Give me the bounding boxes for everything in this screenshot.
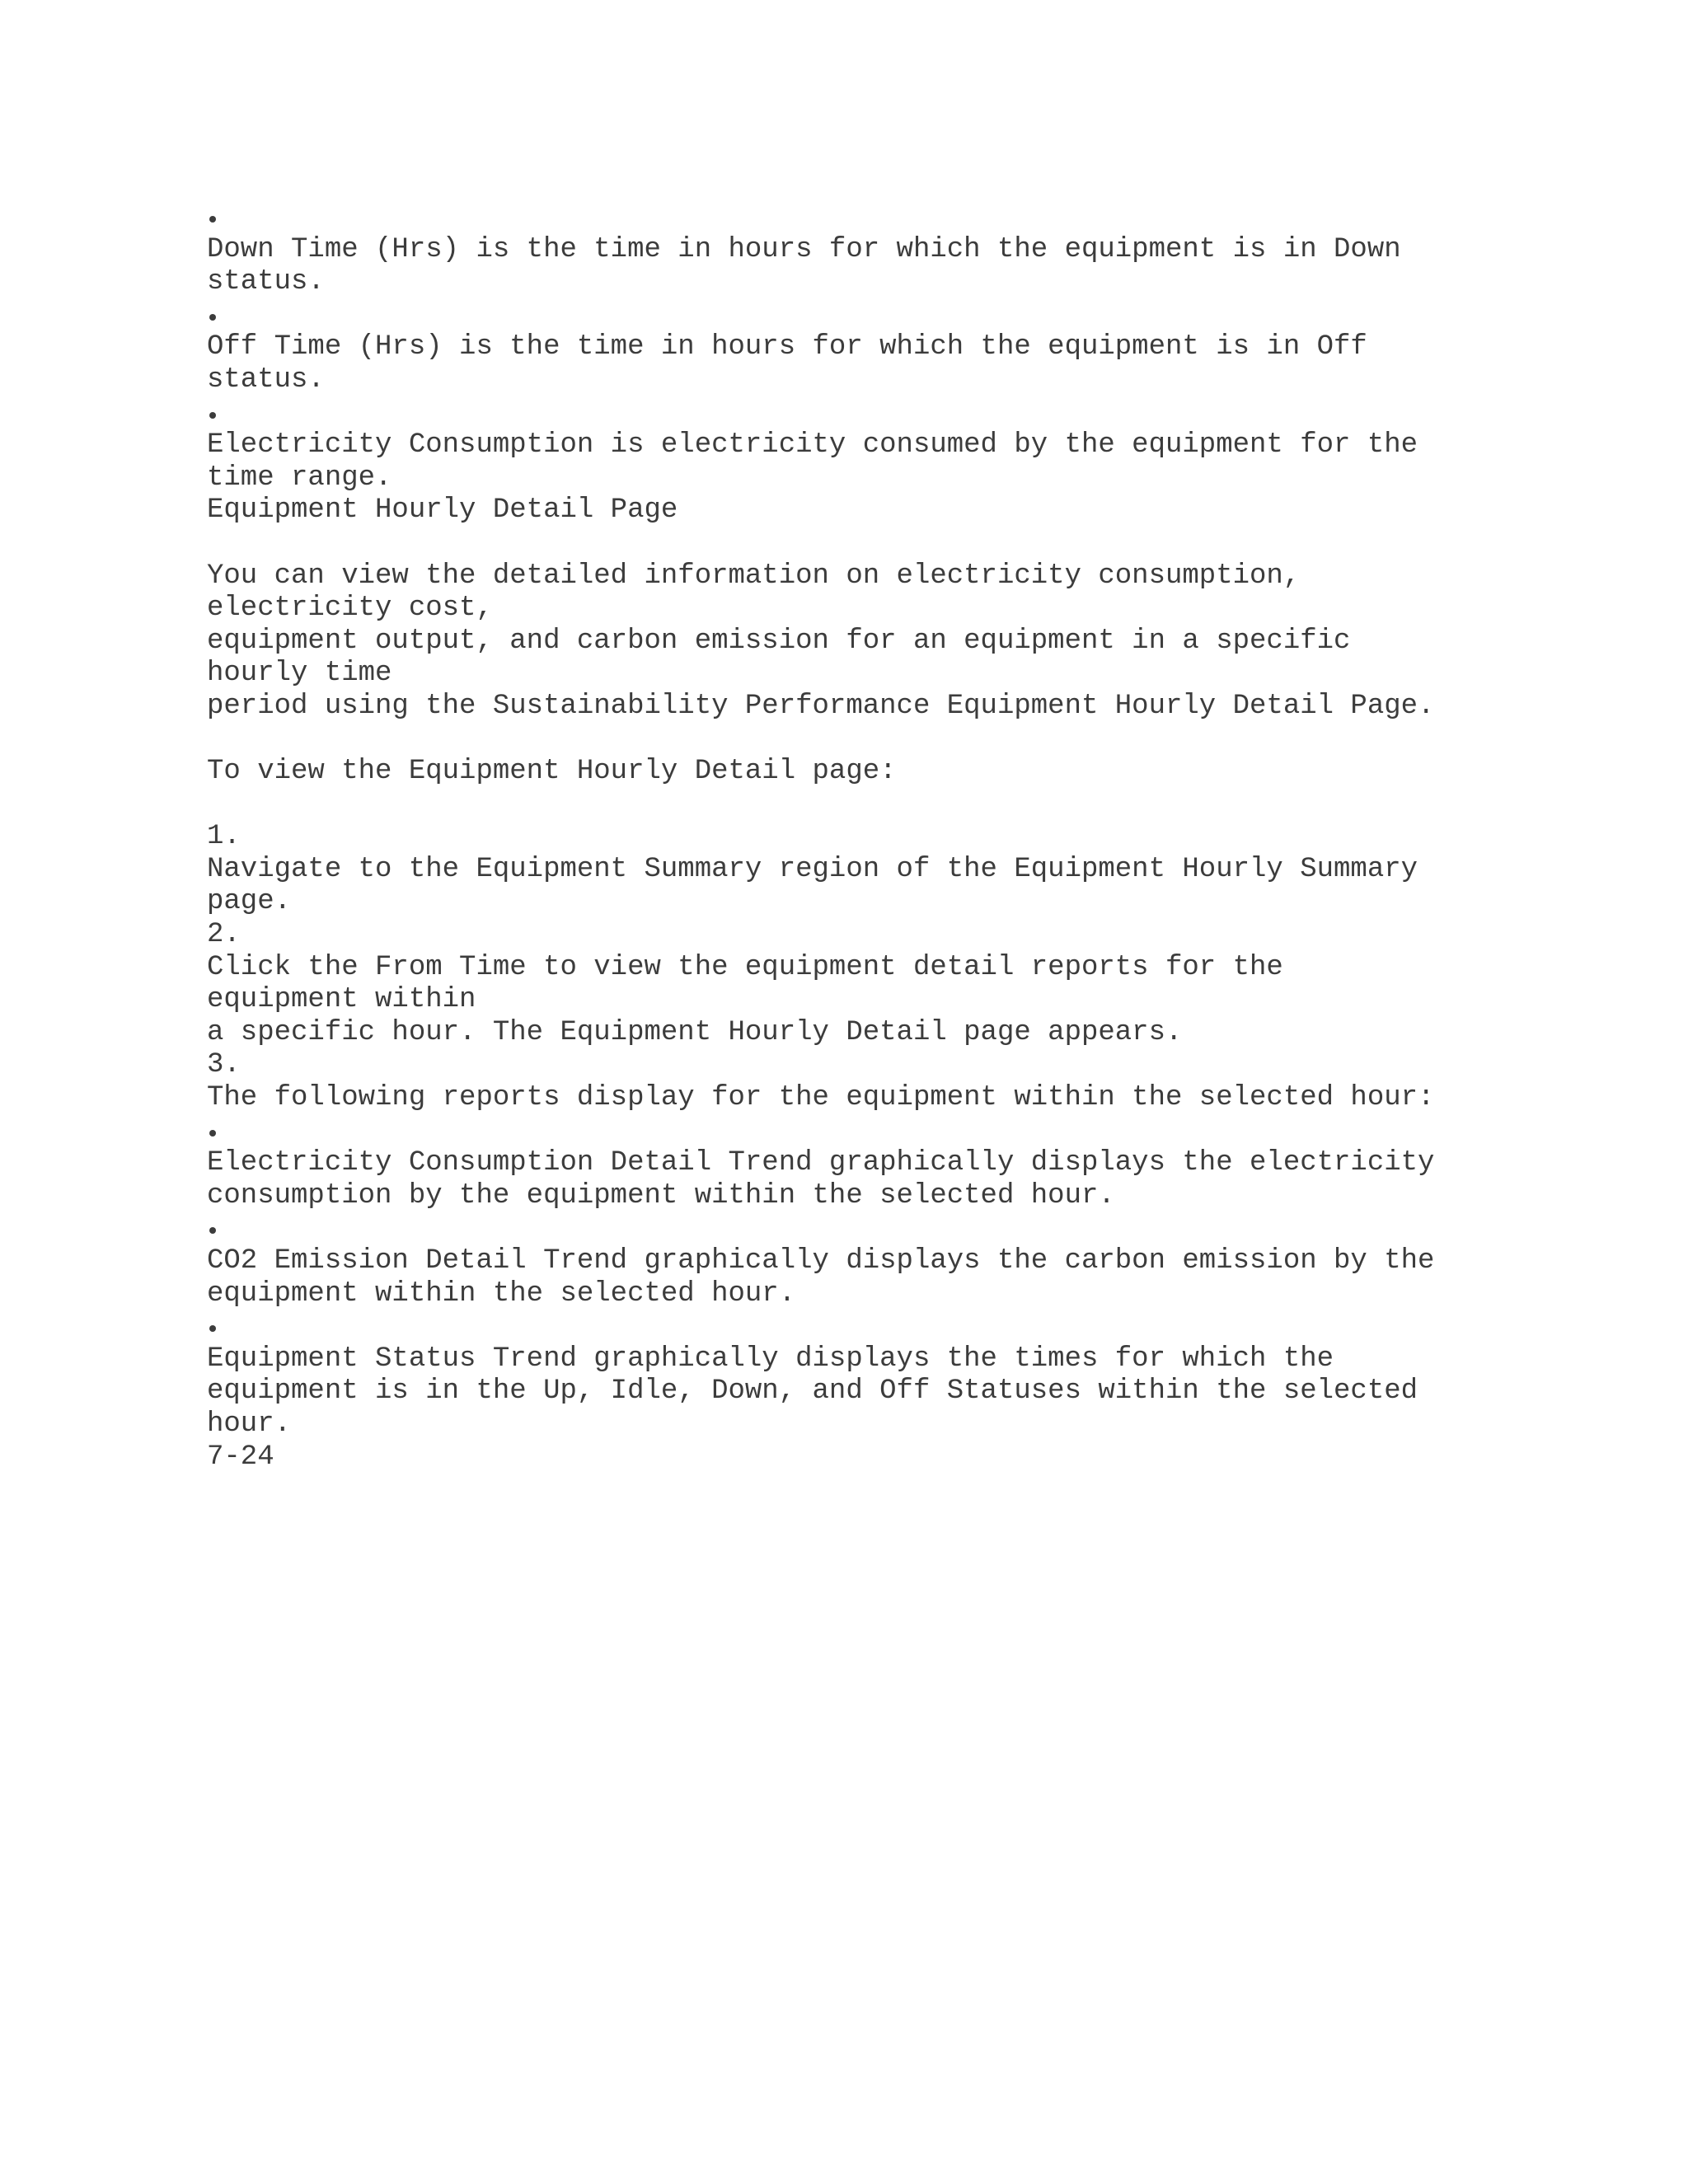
step-text-line: Navigate to the Equipment Summary region of the Equipment Hourly Summary [207,853,1418,885]
procedure-steps [207,821,1493,1114]
list-item [207,299,1493,397]
procedure-intro: To view the Equipment Hourly Detail page: [207,756,897,788]
paragraph-line: equipment output, and carbon emission for an equipment in a specific [207,625,1351,657]
bullet-text-line: Down Time (Hrs) is the time in hours for which the equipment is in Down [207,233,1401,265]
list-item [207,397,1493,495]
step-number: 1. [207,821,241,853]
blank-line [207,789,1493,822]
bullet-text-line: CO2 Emission Detail Trend graphically displays the carbon emission by the [207,1245,1435,1277]
step-item [207,821,1493,919]
description-paragraph [207,560,1493,724]
bullet-marker [207,397,1493,430]
step-number: 3. [207,1049,241,1081]
bullet-text-line: equipment is in the Up, Idle, Down, and Off Statuses within the selected [207,1376,1418,1408]
blank-line [207,724,1493,757]
bullet-text-line: Electricity Consumption Detail Trend graphically displays the electricity [207,1147,1435,1179]
intro-bullet-list [207,201,1493,494]
step-text-line: page. [207,886,292,918]
paragraph-line: hourly time [207,658,392,690]
paragraph-line: electricity cost, [207,593,493,625]
bullet-text-line: consumption by the equipment within the selected hour. [207,1179,1115,1212]
bullet-text-line: time range. [207,462,392,494]
list-item [207,1212,1493,1310]
step-item [207,1049,1493,1114]
paragraph-line: You can view the detailed information on electricity consumption, [207,560,1301,592]
step-text-line: The following reports display for the equipment within the selected hour: [207,1082,1435,1114]
list-item [207,201,1493,299]
bullet-marker [207,1115,1493,1148]
step-item [207,919,1493,1049]
section-heading: Equipment Hourly Detail Page [207,494,678,527]
page-number: 7-24 [207,1441,274,1473]
bullet-marker [207,1212,1493,1245]
bullet-marker [207,299,1493,332]
paragraph-line: period using the Sustainability Performance Equipment Hourly Detail Page. [207,690,1435,722]
report-bullet-list [207,1115,1493,1441]
bullet-text-line: hour. [207,1408,292,1440]
bullet-text-line: status. [207,266,325,298]
bullet-text-line: Electricity Consumption is electricity consumed by the equipment for the [207,429,1418,462]
bullet-marker [207,1310,1493,1343]
step-text-line: a specific hour. The Equipment Hourly Detail page appears. [207,1016,1183,1048]
list-item [207,1310,1493,1441]
step-text-line: equipment within [207,984,476,1016]
blank-line [207,527,1493,560]
bullet-text-line: equipment within the selected hour. [207,1277,796,1310]
bullet-text-line: Off Time (Hrs) is the time in hours for which the equipment is in Off [207,331,1367,363]
list-item [207,1115,1493,1213]
step-number: 2. [207,919,241,951]
bullet-text-line: Equipment Status Trend graphically displays the times for which the [207,1343,1334,1375]
step-text-line: Click the From Time to view the equipment detail reports for the [207,951,1283,983]
bullet-marker [207,201,1493,234]
bullet-text-line: status. [207,363,325,396]
document-page [207,201,1493,1474]
